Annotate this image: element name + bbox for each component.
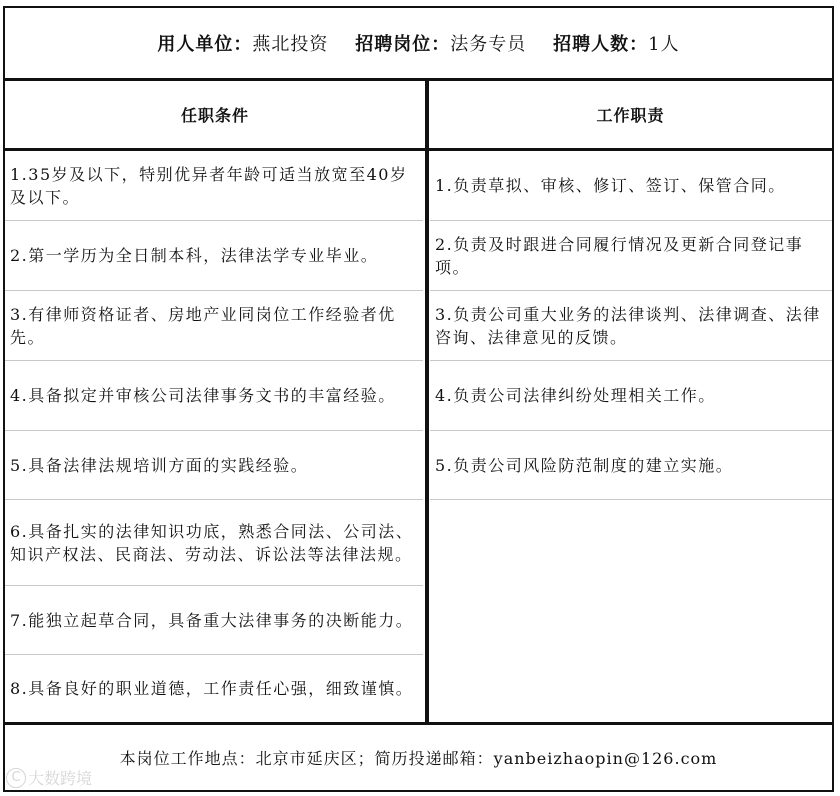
duty-item-5: 5.负责公司风险防范制度的建立实施。 [430, 431, 832, 500]
footer-text: 本岗位工作地点：北京市延庆区；简历投递邮箱：yanbeizhaopin@126.com [119, 749, 718, 768]
employer-value: 燕北投资 [252, 34, 329, 55]
requirement-item-4: 4.具备拟定并审核公司法律事务文书的丰富经验。 [5, 361, 423, 431]
count-value: 1人 [648, 34, 680, 55]
duties-column-title: 工作职责 [429, 81, 832, 151]
column-divider [425, 81, 429, 722]
duty-item-4: 4.负责公司法律纠纷处理相关工作。 [430, 361, 832, 431]
duty-item-1: 1.负责草拟、审核、修订、签订、保管合同。 [430, 151, 832, 221]
c-logo-icon: C [6, 768, 26, 788]
requirement-item-5: 5.具备法律法规培训方面的实践经验。 [5, 431, 423, 500]
requirement-item-6: 6.具备扎实的法律知识功底，熟悉合同法、公司法、知识产权法、民商法、劳动法、诉讼法等法律法规。 [5, 500, 423, 586]
job-posting-table [3, 6, 834, 792]
requirements-column-title: 任职条件 [5, 81, 425, 151]
count-label: 招聘人数： [553, 34, 649, 55]
duty-item-2: 2.负责及时跟进合同履行情况及更新合同登记事项。 [430, 221, 832, 291]
employer-label: 用人单位： [157, 34, 253, 55]
position-label: 招聘岗位： [355, 34, 451, 55]
requirement-item-8: 8.具备良好的职业道德，工作责任心强，细致谨慎。 [10, 679, 414, 698]
duty-item-3: 3.负责公司重大业务的法律谈判、法律调查、法律咨询、法律意见的反馈。 [430, 291, 832, 361]
requirement-item-3: 3.有律师资格证者、房地产业同岗位工作经验者优先。 [5, 291, 423, 361]
requirement-item-7: 7.能独立起草合同，具备重大法律事务的决断能力。 [5, 586, 423, 655]
requirement-item-1: 1.35岁及以下，特别优异者年龄可适当放宽至40岁及以下。 [5, 151, 423, 221]
footer-row [5, 722, 832, 790]
header-row [5, 8, 832, 81]
position-value: 法务专员 [450, 34, 527, 55]
watermark-text: 大数跨境 [28, 769, 93, 788]
watermark [6, 766, 92, 789]
requirement-item-2: 2.第一学历为全日制本科，法律法学专业毕业。 [5, 221, 423, 291]
